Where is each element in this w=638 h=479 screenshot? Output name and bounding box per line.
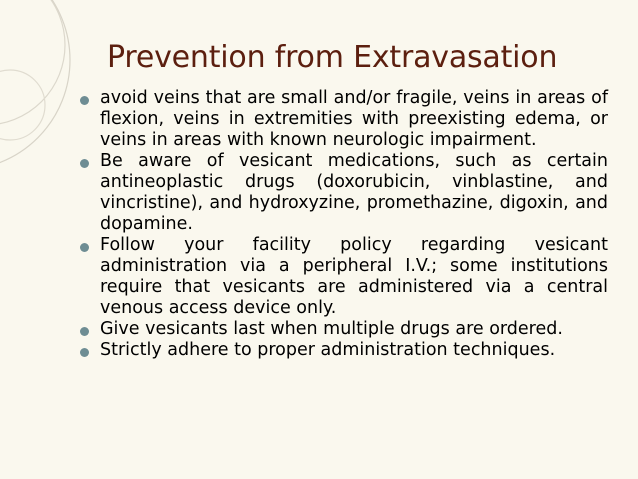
bullet-item — [78, 319, 608, 340]
bullet-text: Strictly adhere to proper administration techniques. — [100, 340, 556, 360]
decorative-circles — [0, 0, 80, 479]
bullet-marker-icon — [80, 243, 89, 252]
decorative-circle-outer — [0, 0, 70, 170]
bullet-text: Follow your facility policy regarding vesicant administration via a peripheral I.V.; some institutions require that vesicants are administered via a central venous access device only. — [100, 235, 608, 318]
bullet-item — [78, 235, 608, 319]
bullet-item — [78, 151, 608, 235]
bullet-item — [78, 340, 608, 361]
bullet-text: avoid veins that are small and/or fragile, veins in areas of flexion, veins in extremities with preexisting edema, or veins in areas with known neurologic impairment. — [100, 88, 608, 150]
bullet-marker-icon — [80, 159, 89, 168]
bullet-item — [78, 88, 608, 151]
bullet-text: Give vesicants last when multiple drugs are ordered. — [100, 319, 563, 339]
slide-title: Prevention from Extravasation — [107, 40, 558, 75]
bullet-marker-icon — [80, 96, 89, 105]
bullet-text: Be aware of vesicant medications, such as certain antineoplastic drugs (doxorubicin, vinblastine, and vincristine), and hydroxyzine, promethazine, digoxin, and dopamine. — [100, 151, 608, 234]
bullet-list — [78, 88, 608, 361]
decorative-circle-middle — [0, 0, 65, 125]
bullet-marker-icon — [80, 348, 89, 357]
bullet-marker-icon — [80, 327, 89, 336]
